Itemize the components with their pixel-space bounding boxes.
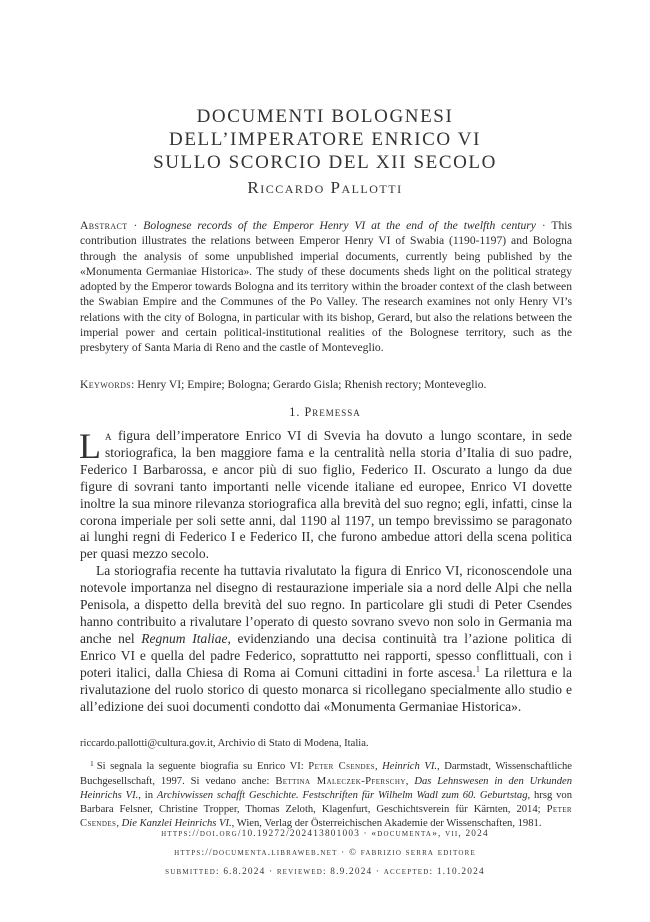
- footer-publisher-line[interactable]: https://documenta.libraweb.net · © fabrizio serra editore: [174, 848, 476, 858]
- article-title: [0, 105, 650, 174]
- title-line-3: SULLO SCORCIO DEL XII SECOLO: [153, 152, 497, 173]
- paragraph-2-italic: Regnum Italiae: [141, 630, 228, 646]
- abstract-english-title: Bolognese records of the Emperor Henry VI at the end of the twelfth century: [143, 219, 536, 232]
- abstract-separator: ·: [127, 219, 144, 232]
- footnote-1-text-g: ,: [116, 818, 122, 830]
- footnote-1-author-2: Bettina Maleczek-Pferschy: [275, 775, 406, 787]
- footnote-1: [80, 757, 572, 831]
- section-heading: 1. Premessa: [289, 405, 361, 419]
- keywords-text: : Henry VI; Empire; Bologna; Gerardo Gisla; Rhenish rectory; Monteveglio.: [131, 378, 487, 391]
- footnote-1-work-3: Archivwissen schafft Geschichte. Festschriften für Wilhelm Wadl zum 60. Geburtstag: [156, 789, 528, 801]
- footnote-1-text-h: , Wien, Verlag der Österreichischen Akademie der Wissenschaften, 1981.: [231, 818, 542, 830]
- footnote-1-number: 1: [90, 759, 94, 769]
- footnote-1-author-3: Peter Csendes: [80, 804, 572, 830]
- author-contact: riccardo.pallotti@cultura.gov.it, Archivio di Stato di Modena, Italia.: [80, 738, 369, 749]
- title-line-2: DELL’IMPERATORE ENRICO VI: [169, 129, 481, 150]
- paragraph-2: [80, 563, 572, 715]
- drop-cap: L: [79, 426, 101, 466]
- footnote-1-work-1: Heinrich VI.: [382, 761, 437, 773]
- abstract: [80, 218, 572, 356]
- paragraph-2-text-b: , evidenziando una decisa continuità tra l’azione politica di Enrico VI e quella del padre Federico, soprattutto nei rapporti, spesso conflittuali, con i poteri italici, dalla Chiesa di Roma ai Comuni cittadini in forte ascesa.: [80, 630, 572, 680]
- keywords: [80, 377, 572, 392]
- keywords-label: Keywords: [80, 378, 132, 391]
- footnote-1-text-c: , Darmstadt, Wissenschaftliche Buchgesellschaft, 1997. Si vedano anche:: [80, 761, 572, 787]
- footnote-1-text-d: ,: [405, 775, 415, 787]
- author-name: Riccardo Pallotti: [247, 178, 403, 197]
- paragraph-1: [80, 428, 572, 563]
- paragraph-1-lead: a: [105, 428, 112, 443]
- abstract-separator-2: ·: [535, 219, 552, 232]
- footer-doi-line[interactable]: https://doi.org/10.19272/202413801003 · «documenta», vii, 2024: [161, 829, 489, 839]
- footnote-1-text-b: ,: [374, 761, 383, 773]
- title-line-1: DOCUMENTI BOLOGNESI: [196, 106, 454, 127]
- abstract-label: Abstract: [80, 219, 128, 232]
- footnote-1-text-e: , in: [138, 789, 157, 801]
- paragraph-1-text: figura dell’imperatore Enrico VI di Svevia ha dovuto a lungo scontare, in sede storiografica, la ben maggiore fama e la centralità nella storia d’Italia di suo padre, Federico I Barbarossa, e ancor più di suo figlio, Federico II. Oscurato a lungo da due figure di sovrani tanto importanti nelle vicende italiane ed europee, Enrico VI dovette inoltre la sua minore rilevanza storiografica alla brevità del suo regno; egli, infatti, cinse la corona imperiale per soli sette anni, dal 1190 al 1197, un tempo brevissimo se paragonato ai lunghi regni di Federico I e Federico II, che furono ambedue attori della scena politica per quasi mezzo secolo.: [80, 428, 572, 562]
- body-text: [80, 428, 572, 715]
- footnote-1-work-2: Das Lehnswesen in den Urkunden Heinrichs VI.: [80, 775, 573, 801]
- footer-dates-line: submitted: 6.8.2024 · reviewed: 8.9.2024 · accepted: 1.10.2024: [165, 867, 485, 877]
- footnotes: [80, 737, 572, 832]
- footnote-1-text-a: Si segnala la seguente biografia su Enrico VI:: [96, 761, 309, 773]
- footnote-1-author-1: Peter Csendes: [308, 761, 375, 773]
- footnote-reference-1[interactable]: 1: [475, 664, 480, 674]
- paragraph-2-text-a: La storiografia recente ha tuttavia rivalutato la figura di Enrico VI, riconoscendole una notevole importanza nel disegno di restaurazione imperiale sia a nord delle Alpi che nella Penisola, a dispetto della brevità del suo regno. In particolare gli studi di Peter Csendes hanno contribuito a rivalutare l’operato di questo sovrano svevo non solo in Germania ma anche nel: [80, 563, 572, 646]
- footnote-1-text-f: , hrsg von Barbara Felsner, Christine Tropper, Thomas Zeloth, Klagenfurt, Geschichtsverein für Kärnten, 2014;: [80, 789, 573, 816]
- paragraph-2-text-c: La rilettura e la rivalutazione del ruolo storico di questo monarca si ricollegano specialmente allo studio e all’edizione dei suoi documenti condotto dai «Monumenta Germaniae Historica».: [80, 664, 572, 714]
- abstract-text: This contribution illustrates the relations between Emperor Henry VI of Swabia (1190-1197) and Bologna through the analysis of some unpublished imperial documents, currently being published by the «Monumenta Germaniae Historica». The study of these documents sheds light on the political strategy adopted by the Emperor towards Bologna and its territory within the broader context of the clash between the Swabian Empire and the Communes of the Po Valley. The research examines not only Henry VI’s relations with the city of Bologna, in particular with its bishop, Gerard, but also the relations between the imperial power and certain political-institutional realities of the Bolognese territory, such as the presbytery of Santa Maria di Reno and the castle of Monteveglio.: [80, 219, 572, 355]
- footnote-1-work-4: Die Kanzlei Heinrichs VI.: [121, 818, 232, 830]
